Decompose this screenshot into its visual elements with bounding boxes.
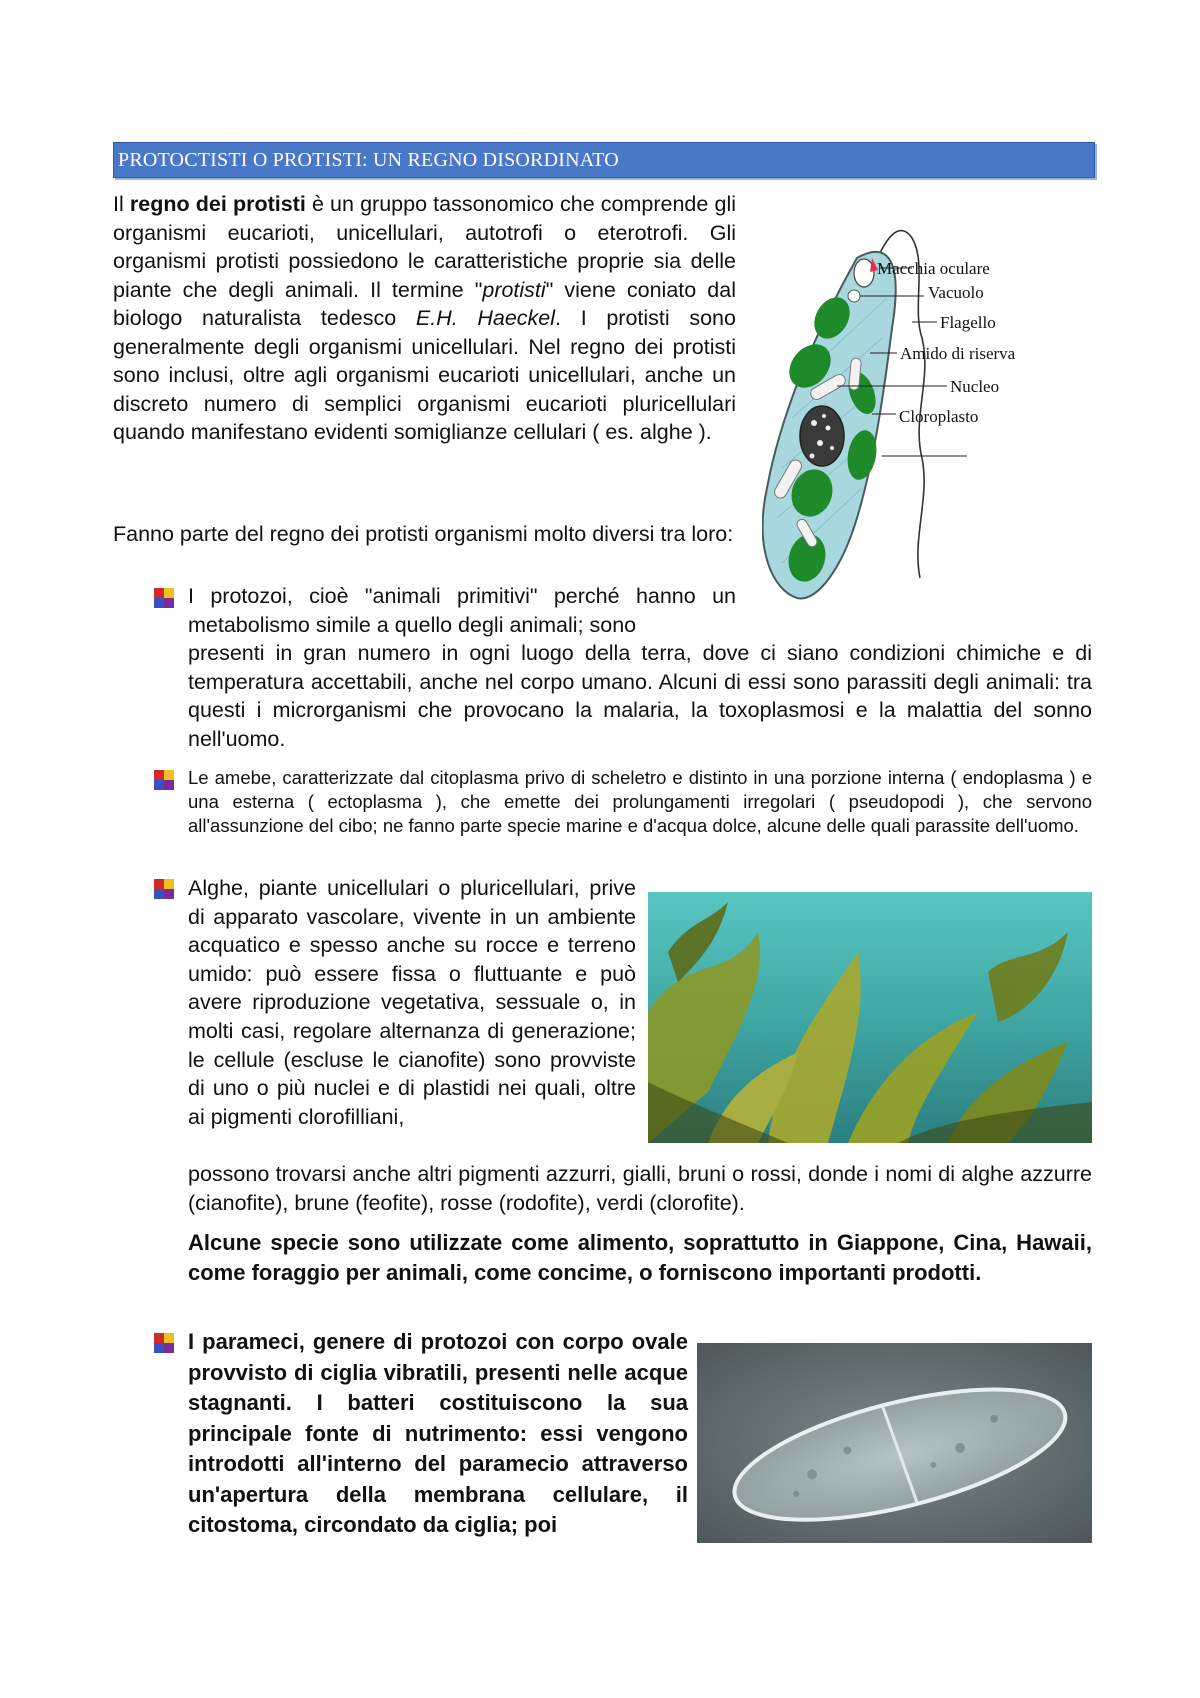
reservoir xyxy=(854,259,874,287)
bullet-icon xyxy=(152,877,176,901)
intro-paragraph xyxy=(113,190,736,447)
label-nucleo: Nucleo xyxy=(950,377,1000,396)
nucleus xyxy=(800,406,844,466)
amebe-paragraph: Le amebe, caratterizzate dal citoplasma privo di scheletro e distinto in una porzione interna ( endoplasma ) e una esterna ( ectoplasma ), che emette dei prolungamenti irregolari ( pseudopodi ), che servono all'assunzione del cibo; ne fanno parte specie marine e d'acqua dolce, alcune delle quali parassite dell'uomo. xyxy=(188,767,1092,836)
paramecium-photo xyxy=(697,1343,1092,1543)
intro-text-mid2: " viene coniato dal biologo naturalista tedesco xyxy=(113,277,736,330)
intro-text-start: Il xyxy=(113,192,130,216)
protozoi-paragraph-start: I protozoi, cioè "animali primitivi" perché hanno un metabolismo simile a quello degli animali; sono xyxy=(188,584,736,637)
label-vacuolo: Vacuolo xyxy=(928,283,984,302)
label-cloroplasto: Cloroplasto xyxy=(899,407,979,426)
label-amido-di-riserva: Amido di riserva xyxy=(900,344,1016,363)
intro-text-end: . I protisti sono generalmente degli organismi unicellulari. Nel regno dei protisti sono inclusi, oltre agli organismi eucarioti unicellulari, anche un discreto numero di semplici organismi eucarioti pluricellulari quando manifestano evidenti somiglianze cellulari ( es. alghe ). xyxy=(113,306,736,444)
seaweed-photo xyxy=(648,892,1092,1143)
intro-text-mid: è un gruppo tassonomico che comprende gli organismi eucarioti, unicellulari, autotrofi o eterotrofi. Gli organismi protisti possiedono le caratteristiche proprie sia delle piante che degli animali. Il termine " xyxy=(113,192,736,302)
label-flagello: Flagello xyxy=(940,313,996,332)
section-title-bar xyxy=(113,142,1095,178)
alghe-paragraph-start: Alghe, piante unicellulari o pluricellulari, prive di apparato vascolare, vivente in un ambiente acquatico e spesso anche su rocce e terreno umido: può essere fissa o fluttuante e può avere riproduzione vegetativa, sessuale o, in molti casi, regolare alternanza di generazione; le cellule (escluse le cianofite) sono provviste di uno o più nuclei e di plastidi nei quali, oltre ai pigmenti clorofilliani, xyxy=(188,876,636,1129)
intro-bold-term: regno dei protisti xyxy=(129,192,306,216)
intro-italic-author: E.H. Haeckel xyxy=(415,306,556,330)
protozoi-paragraph-rest: presenti in gran numero in ogni luogo della terra, dove ci siano condizioni chimiche e di temperatura accettabili, anche nel corpo umano. Alcuni di essi sono parassiti degli animali: tra questi i microrganismi che provocano la malaria, la toxoplasmosi e la malattia del sonno nell'uomo. xyxy=(188,641,1092,751)
bullet-icon xyxy=(152,768,176,792)
intro-italic-term: protisti xyxy=(482,277,546,302)
euglena-diagram xyxy=(762,218,1092,608)
intro-paragraph-2: Fanno parte del regno dei protisti organismi molto diversi tra loro: xyxy=(113,522,734,546)
label-macchia-oculare: Macchia oculare xyxy=(877,259,990,278)
contractile-vacuole xyxy=(848,290,860,302)
parameci-paragraph: I parameci, genere di protozoi con corpo ovale provvisto di ciglia vibratili, presenti nelle acque stagnanti. I batteri costituiscono la sua principale fonte di nutrimento: essi vengono introdotti all'interno del paramecio attraverso un'apertura della membrana cellulare, il citostoma, circondato da ciglia; poi xyxy=(188,1329,688,1537)
alghe-bold-paragraph: Alcune specie sono utilizzate come alimento, soprattutto in Giappone, Cina, Hawaii, come foraggio per animali, come concime, o forniscono importanti prodotti. xyxy=(188,1230,1092,1285)
page-title: PROTOCTISTI O PROTISTI: UN REGNO DISORDINATO xyxy=(118,149,619,171)
bullet-icon xyxy=(152,586,176,610)
bullet-icon xyxy=(152,1331,176,1355)
alghe-paragraph-rest: possono trovarsi anche altri pigmenti azzurri, gialli, bruni o rossi, donde i nomi di alghe azzurre (cianofite), brune (feofite), rosse (rodofite), verdi (clorofite). xyxy=(188,1162,1092,1215)
